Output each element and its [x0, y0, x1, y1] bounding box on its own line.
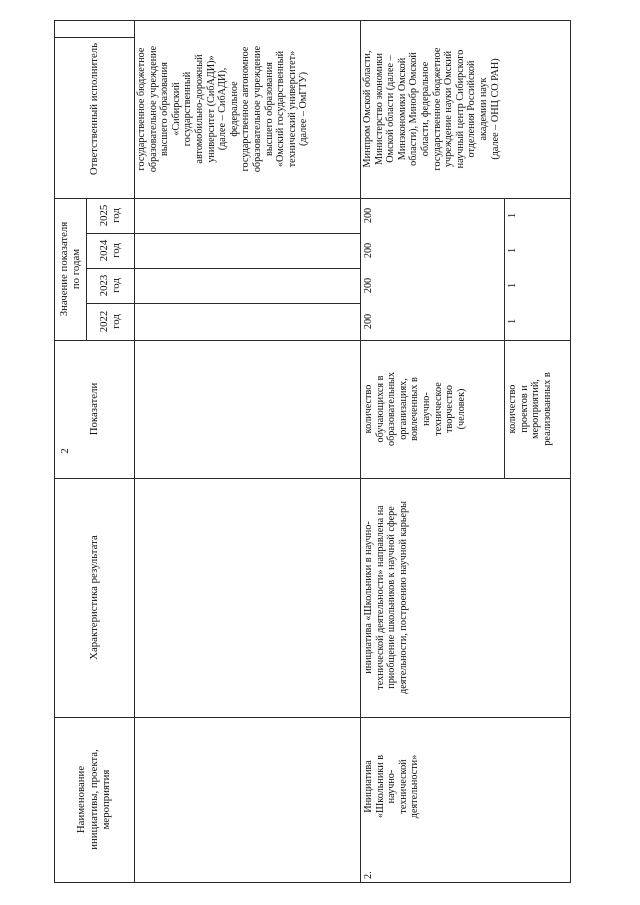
executor-line: учреждение науки Омский [443, 50, 455, 168]
header-year-unit: год [110, 208, 122, 223]
row-2-indicator-1-value-2023 [360, 268, 504, 303]
header-year-value: 2025 [97, 204, 110, 227]
header-characteristic-label: Характеристика результата [87, 535, 100, 660]
header-executor-cell [54, 20, 134, 198]
header-indicators-label: Показатели [87, 382, 100, 436]
header-year-value: 2023 [97, 274, 110, 297]
header-year-2022-cell [86, 303, 134, 340]
header-name-line: мероприятия [100, 769, 113, 830]
row-2-indicator-2-value-2022 [504, 303, 570, 340]
indicator-line: техническое [432, 382, 444, 436]
executor-line: автомобильно-дорожный [193, 54, 205, 164]
executor-line: (далее – СибАДИ), [217, 67, 229, 151]
header-year-2024-cell [86, 233, 134, 268]
row-2-indicator-2-value-2025 [504, 198, 570, 233]
executor-line: государственное автономное [240, 46, 252, 172]
executor-line: государственный [182, 71, 194, 147]
characteristic-line: инициатива «Школьники в научно- [363, 521, 374, 674]
row-name-line: научно- [386, 769, 398, 804]
executor-line: «Омский государственный [275, 50, 287, 168]
row-2-indicator-1-value-2025 [360, 198, 504, 233]
executor-line: государственное бюджетное [136, 47, 147, 171]
header-year-unit: год [110, 314, 122, 329]
characteristic-line: технической деятельности» направлена на [374, 505, 386, 690]
executor-line: университет (СибАДИ)» [205, 55, 217, 163]
row-name-line: «Школьники в [374, 754, 386, 819]
executor-line: технический университет» [286, 50, 298, 168]
row-name-line: деятельности» [409, 754, 421, 819]
indicator-line: реализованных в [541, 372, 553, 446]
executor-line: Минэкономики Омской [396, 57, 408, 161]
indicator-line: (человек) [455, 388, 467, 430]
row-name-line: технической [397, 759, 409, 814]
row-2-number-cell [360, 854, 380, 882]
executor-line: «Сибирский [170, 82, 182, 136]
header-year-2023-cell [86, 268, 134, 303]
rotated-results-table [54, 20, 571, 883]
row-2-executor-cell [360, 20, 570, 198]
header-name-line: Наименование [75, 765, 88, 834]
executor-line: отделения Российской [466, 60, 478, 158]
executor-line: государственное бюджетное [431, 47, 443, 171]
header-values-title-line: по годам [70, 248, 82, 290]
indicator-value: 1 [507, 247, 518, 254]
header-year-unit: год [110, 243, 122, 258]
indicator-line: проектов и [518, 385, 530, 433]
executor-line: высшего образования [263, 62, 275, 156]
executor-line: академии наук [477, 77, 489, 141]
executor-line: научный центр Сибирского [454, 49, 466, 169]
header-year-value: 2022 [97, 310, 110, 333]
header-characteristic-cell [54, 478, 134, 717]
header-indicators-cell [54, 340, 134, 478]
row-2-indicator-1-value-2022 [360, 303, 504, 340]
indicator-value: 200 [363, 207, 374, 224]
row-2-characteristic-cell [360, 478, 570, 717]
page-number: 2 [58, 448, 71, 454]
executor-line: Омской области (далее – [385, 55, 397, 163]
row-name-line: Инициатива [363, 760, 374, 813]
header-year-unit: год [110, 278, 122, 293]
executor-line: Министерство экономики [373, 53, 385, 165]
header-values-title-cell [54, 198, 86, 340]
indicator-value: 200 [363, 277, 374, 294]
indicator-line: организациях, [397, 378, 409, 440]
indicator-line: научно- [420, 392, 432, 426]
executor-line: образовательное учреждение [251, 45, 263, 173]
executor-line: Минпром Омской области, [362, 50, 373, 168]
header-executor-label: Ответственный исполнитель [87, 42, 100, 176]
indicator-line: обучающихся в [374, 375, 386, 443]
executor-line: высшего образования [159, 62, 171, 156]
header-name-line: инициативы, проекта, [87, 749, 100, 850]
indicator-value: 200 [363, 313, 374, 330]
row-2-name-cell [360, 719, 570, 854]
indicator-line: количество [507, 384, 518, 434]
executor-line: (далее – ОмГТУ) [298, 71, 310, 147]
indicator-line: мероприятий, [530, 379, 542, 439]
indicator-line: образовательных [386, 372, 398, 446]
executor-line: области, федеральное [419, 61, 431, 157]
indicator-value: 1 [507, 212, 518, 219]
characteristic-line: деятельности, построению научной карьеры [397, 501, 409, 694]
indicator-value: 200 [363, 242, 374, 259]
row-2-indicator-2-value-2023 [504, 268, 570, 303]
indicator-value: 1 [507, 282, 518, 289]
row-2-indicator-1-cell [360, 340, 504, 478]
executor-line: области), Минобр Омской [408, 52, 420, 166]
executor-line: федеральное [228, 81, 240, 137]
executor-line: (далее – ОНЦ СО РАН) [489, 58, 501, 160]
header-values-title-line: Значение показателя [57, 221, 70, 317]
characteristic-line: приобщение школьников к научной сфере [386, 506, 398, 689]
row-2-indicator-2-cell [504, 340, 570, 478]
indicator-line: творчество [444, 385, 456, 433]
header-year-2025-cell [86, 198, 134, 233]
indicator-line: количество [363, 384, 374, 434]
row-2-indicator-1-value-2024 [360, 233, 504, 268]
row-2-indicator-2-value-2024 [504, 233, 570, 268]
indicator-value: 1 [507, 318, 518, 325]
indicator-line: вовлеченных в [409, 377, 421, 441]
row-number: 2. [363, 871, 374, 879]
continuation-executor-cell [134, 20, 360, 198]
header-year-value: 2024 [97, 239, 110, 262]
header-name-cell [54, 717, 134, 882]
executor-line: образовательное учреждение [147, 45, 159, 173]
